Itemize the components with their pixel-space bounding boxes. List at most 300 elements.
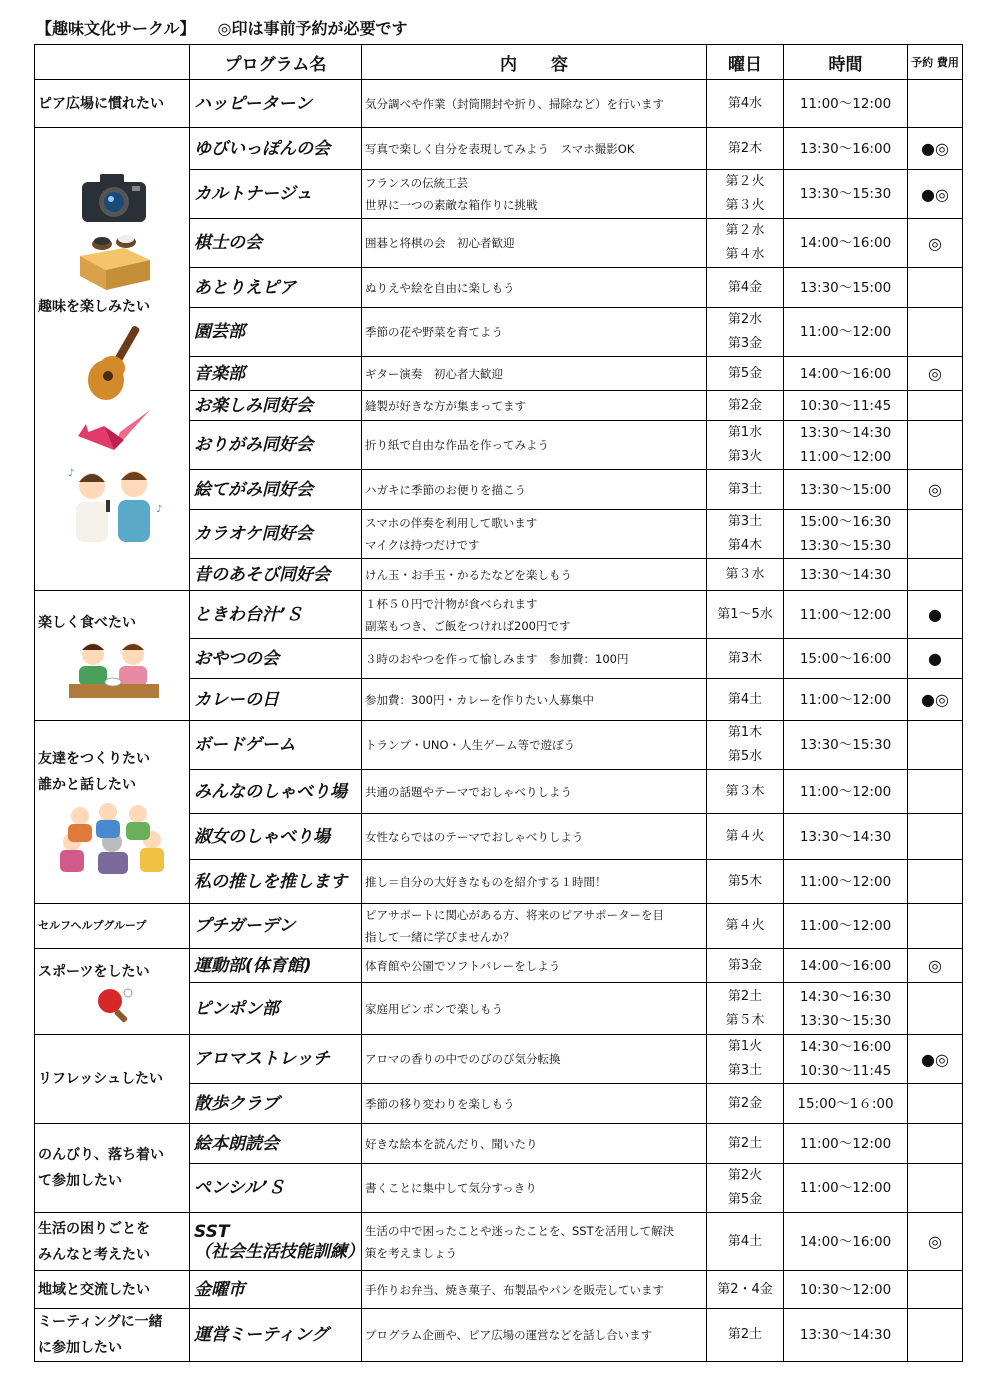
program-time bbox=[784, 591, 908, 639]
table-row bbox=[35, 1035, 963, 1084]
program-content bbox=[362, 814, 707, 860]
program-day-line: 第5金 bbox=[727, 365, 763, 381]
program-time bbox=[784, 1124, 908, 1164]
program-content bbox=[362, 949, 707, 983]
reservation-fee-mark: ◎ bbox=[908, 219, 963, 268]
program-content bbox=[362, 219, 707, 268]
category-cell bbox=[35, 1309, 190, 1362]
program-content bbox=[362, 770, 707, 814]
program-time bbox=[784, 904, 908, 949]
program-name bbox=[190, 1309, 362, 1362]
program-day bbox=[707, 308, 784, 357]
program-time-line: 11:00～12:00 bbox=[799, 918, 892, 934]
program-time bbox=[784, 391, 908, 421]
program-content-line: スマホの伴奏を利用して歌います bbox=[365, 516, 538, 530]
program-name bbox=[190, 1213, 362, 1271]
program-content-line: トランプ・UNO・人生ゲーム等で遊ぼう bbox=[365, 738, 576, 752]
program-time-line: 13:30～15:00 bbox=[799, 481, 892, 498]
program-day bbox=[707, 639, 784, 679]
category-cell bbox=[35, 1271, 190, 1309]
category-label bbox=[38, 913, 189, 939]
reservation-fee-mark bbox=[908, 904, 963, 949]
program-name-line: 絵てがみ同好会 bbox=[194, 479, 313, 500]
program-name bbox=[190, 1124, 362, 1164]
program-day bbox=[707, 721, 784, 770]
category-cell bbox=[35, 80, 190, 128]
category-label-line: セルフヘルプグループ bbox=[38, 919, 147, 932]
category-label bbox=[38, 959, 189, 985]
program-time-line: 11:00～12:00 bbox=[799, 1180, 892, 1196]
program-name bbox=[190, 1035, 362, 1084]
program-content bbox=[362, 170, 707, 219]
program-time-line: 14:00～16:00 bbox=[799, 957, 892, 974]
program-time-line: 14:00～16:00 bbox=[799, 365, 892, 382]
program-day bbox=[707, 357, 784, 391]
program-time bbox=[784, 357, 908, 391]
program-name-line: お楽しみ同好会 bbox=[194, 395, 313, 416]
program-time bbox=[784, 1035, 908, 1084]
program-day-line: 第2木 bbox=[727, 140, 763, 156]
program-time-line: 15:00～16:00 bbox=[799, 650, 892, 667]
program-content-line: ぬりえや絵を自由に楽しもう bbox=[365, 280, 515, 295]
program-content bbox=[362, 904, 707, 949]
karaoke-singers-icon bbox=[62, 462, 166, 548]
program-time bbox=[784, 268, 908, 308]
program-name-line: 絵本朗読会 bbox=[194, 1133, 279, 1154]
program-time bbox=[784, 1271, 908, 1309]
reservation-fee-mark: ◎ bbox=[908, 357, 963, 391]
program-content-line: 手作りお弁当、焼き菓子、布製品やパンを販売しています bbox=[365, 1282, 664, 1297]
program-content bbox=[362, 1084, 707, 1124]
program-name bbox=[190, 721, 362, 770]
program-name bbox=[190, 391, 362, 421]
category-label-line: ミーティングに一緒 bbox=[38, 1314, 163, 1330]
program-name-line: 音楽部 bbox=[194, 363, 245, 384]
program-content-line: 写真で楽しく自分を表現してみよう スマホ撮影OK bbox=[365, 141, 635, 156]
program-content bbox=[362, 80, 707, 128]
program-day bbox=[707, 470, 784, 510]
program-time bbox=[784, 860, 908, 904]
program-day-line: 第1～5水 bbox=[717, 606, 773, 622]
eating-people-icon bbox=[65, 636, 163, 702]
program-content bbox=[362, 421, 707, 470]
program-name-line: カラオケ同好会 bbox=[194, 524, 313, 544]
program-name-line: ボードゲーム bbox=[194, 735, 296, 755]
program-name bbox=[190, 949, 362, 983]
program-content-line: 気分調べや作業（封筒開封や折り、掃除など）を行います bbox=[365, 96, 664, 111]
program-content-line: 体育館や公園でソフトバレーをしよう bbox=[365, 958, 561, 973]
program-time-line: 10:30～11:45 bbox=[799, 397, 892, 414]
program-time-line: 13:30～15:30 bbox=[799, 186, 892, 202]
category-label-line: 誰かと話したい bbox=[38, 777, 136, 793]
reservation-fee-mark bbox=[908, 983, 963, 1035]
program-name-line: ときわ台汁’Ｓ bbox=[194, 604, 303, 625]
program-time-line: 11:00～12:00 bbox=[799, 691, 892, 708]
program-name bbox=[190, 80, 362, 128]
program-name-line: 棋士の会 bbox=[194, 233, 262, 253]
program-content bbox=[362, 1164, 707, 1213]
program-content-line: 推し＝自分の大好きなものを紹介する１時間！ bbox=[365, 874, 607, 889]
program-day bbox=[707, 1084, 784, 1124]
program-day-line: 第3木 bbox=[727, 650, 763, 666]
category-label-line: 生活の困りごとを bbox=[38, 1220, 150, 1237]
reservation-fee-mark bbox=[908, 80, 963, 128]
program-time bbox=[784, 770, 908, 814]
reservation-fee-mark bbox=[908, 308, 963, 357]
reservation-fee-mark: ● bbox=[908, 591, 963, 639]
program-name-line: おやつの会 bbox=[194, 648, 279, 669]
category-cell bbox=[35, 591, 190, 721]
category-label-line: ピア広場に慣れたい bbox=[38, 95, 164, 112]
reservation-fee-mark bbox=[908, 510, 963, 559]
program-day-line: 第2土 bbox=[727, 1327, 763, 1342]
program-content-line: 囲碁と将棋の会 初心者歓迎 bbox=[365, 236, 515, 250]
program-day-line: 第3土 bbox=[727, 481, 763, 497]
program-day-line: 第４火 bbox=[725, 918, 765, 933]
program-time bbox=[784, 219, 908, 268]
program-name bbox=[190, 983, 362, 1035]
reservation-fee-mark: ◎ bbox=[908, 949, 963, 983]
program-day bbox=[707, 268, 784, 308]
group-of-people-icon bbox=[58, 798, 170, 878]
program-time-line: 10:30～11:45 bbox=[799, 1063, 892, 1079]
program-content-line: フランスの伝統工芸 bbox=[365, 176, 469, 190]
program-content-line: マイクは持つだけです bbox=[365, 538, 480, 552]
program-content-line: 指して一緒に学びませんか？ bbox=[365, 930, 515, 944]
camera-icon bbox=[78, 170, 150, 226]
program-day-line: 第2・4金 bbox=[717, 1281, 773, 1297]
program-day-line: 第4土 bbox=[727, 1233, 763, 1249]
reservation-fee-mark bbox=[908, 1309, 963, 1362]
reservation-fee-mark: ●◎ bbox=[908, 128, 963, 170]
program-day-line: 第2火 bbox=[727, 1168, 763, 1183]
program-day bbox=[707, 860, 784, 904]
program-name bbox=[190, 170, 362, 219]
program-day bbox=[707, 1271, 784, 1309]
program-content bbox=[362, 591, 707, 639]
program-day-line: 第5水 bbox=[727, 749, 763, 764]
reservation-fee-mark bbox=[908, 1271, 963, 1309]
program-time-line: 13:30～15:30 bbox=[799, 538, 892, 554]
program-day bbox=[707, 80, 784, 128]
program-content-line: ピアサポートに関心がある方、将来のピアサポーターを目 bbox=[365, 908, 664, 922]
category-label-line: て参加したい bbox=[38, 1173, 122, 1189]
category-label-line: スポーツをしたい bbox=[38, 963, 150, 980]
program-time-line: 11:00～12:00 bbox=[799, 95, 892, 112]
reservation-fee-mark: ●◎ bbox=[908, 679, 963, 721]
program-time-line: 10:30～12:00 bbox=[799, 1281, 892, 1298]
program-day-line: 第3金 bbox=[727, 336, 763, 351]
program-day-line: 第1水 bbox=[727, 425, 763, 440]
program-time bbox=[784, 470, 908, 510]
program-name bbox=[190, 860, 362, 904]
program-content-line: 策を考えましょう bbox=[365, 1245, 457, 1260]
category-cell bbox=[35, 1124, 190, 1213]
program-name-line: みんなのしゃべり場 bbox=[194, 781, 347, 802]
program-time-line: 15:00～16:30 bbox=[799, 514, 892, 530]
reservation-fee-mark bbox=[908, 770, 963, 814]
category-label-line: のんびり、落ち着い bbox=[38, 1147, 164, 1163]
reservation-note: ◎印は事前予約が必要です bbox=[217, 19, 408, 38]
title-text: 【趣味文化サークル】 bbox=[36, 19, 196, 38]
program-name-line: カレーの日 bbox=[194, 689, 279, 710]
program-time bbox=[784, 510, 908, 559]
program-name-line: 運営ミーティング bbox=[194, 1325, 329, 1345]
program-content bbox=[362, 1309, 707, 1362]
program-day-line: 第２水 bbox=[725, 223, 765, 238]
program-name bbox=[190, 268, 362, 308]
page-title bbox=[36, 16, 408, 39]
program-time-line: 14:00～16:00 bbox=[799, 1233, 892, 1250]
program-content-line: 共通の話題やテーマでおしゃべりしよう bbox=[365, 784, 572, 799]
program-day-line: 第４火 bbox=[725, 828, 765, 844]
program-day bbox=[707, 983, 784, 1035]
program-content bbox=[362, 470, 707, 510]
table-row bbox=[35, 1309, 963, 1362]
program-time bbox=[784, 1164, 908, 1213]
program-time-line: 15:00～1６:00 bbox=[797, 1095, 894, 1112]
program-name bbox=[190, 559, 362, 591]
program-content bbox=[362, 679, 707, 721]
table-row bbox=[35, 1124, 963, 1164]
program-time bbox=[784, 421, 908, 470]
program-name bbox=[190, 421, 362, 470]
program-time bbox=[784, 814, 908, 860]
program-name bbox=[190, 128, 362, 170]
program-time bbox=[784, 1213, 908, 1271]
category-cell bbox=[35, 1213, 190, 1271]
program-content-line: 生活の中で困ったことや迷ったことを、SSTを活用して解決 bbox=[365, 1223, 675, 1238]
category-cell bbox=[35, 128, 190, 591]
category-label-line: みんなと考えたい bbox=[38, 1246, 150, 1263]
program-day bbox=[707, 1035, 784, 1084]
program-name bbox=[190, 510, 362, 559]
program-name-line: あとりえピア bbox=[194, 277, 296, 298]
program-name-line: ペンシル’Ｓ bbox=[194, 1178, 285, 1198]
header-day: 曜日 bbox=[707, 45, 784, 80]
program-content bbox=[362, 1124, 707, 1164]
category-label-line: リフレッシュしたい bbox=[38, 1071, 164, 1087]
program-content-line: 縫製が好きな方が集まってます bbox=[365, 398, 526, 413]
program-name-line: 昔のあそび同好会 bbox=[194, 564, 330, 585]
category-label bbox=[38, 294, 189, 320]
program-time-line: 13:30～15:30 bbox=[799, 1012, 892, 1029]
category-label bbox=[38, 1277, 189, 1303]
program-time-line: 13:30～16:00 bbox=[799, 140, 892, 157]
program-name bbox=[190, 770, 362, 814]
program-content bbox=[362, 559, 707, 591]
program-day-line: 第３火 bbox=[725, 198, 765, 213]
program-time-line: 11:00～12:00 bbox=[799, 324, 892, 340]
header-category bbox=[35, 45, 190, 80]
program-day bbox=[707, 1309, 784, 1362]
reservation-fee-mark: ●◎ bbox=[908, 1035, 963, 1084]
category-label bbox=[38, 1216, 189, 1268]
reservation-fee-mark: ◎ bbox=[908, 470, 963, 510]
program-content-line: けん玉・お手玉・かるたなどを楽しもう bbox=[365, 567, 572, 582]
program-time-line: 13:30～14:30 bbox=[799, 566, 892, 583]
program-content bbox=[362, 510, 707, 559]
program-time bbox=[784, 721, 908, 770]
program-content bbox=[362, 1213, 707, 1271]
program-name-line: ハッピーターン bbox=[194, 93, 312, 114]
program-day bbox=[707, 679, 784, 721]
guitar-icon bbox=[82, 320, 146, 406]
program-name bbox=[190, 814, 362, 860]
program-content-line: 世界に一つの素敵な箱作りに挑戦 bbox=[365, 198, 538, 212]
category-label bbox=[38, 1142, 189, 1194]
program-content-line: 書くことに集中して気分すっきり bbox=[365, 1181, 537, 1195]
program-time-line: 11:00～12:00 bbox=[799, 449, 892, 465]
program-day bbox=[707, 559, 784, 591]
program-content-line: 好きな絵本を読んだり、聞いたり bbox=[365, 1136, 538, 1151]
program-name bbox=[190, 591, 362, 639]
program-content-line: 季節の花や野菜を育てよう bbox=[365, 325, 503, 339]
program-content-line: ハガキに季節のお便りを描こう bbox=[365, 482, 526, 497]
program-content bbox=[362, 1271, 707, 1309]
program-time bbox=[784, 949, 908, 983]
reservation-fee-mark bbox=[908, 1084, 963, 1124]
origami-crane-icon bbox=[74, 406, 154, 462]
program-name-line: おりがみ同好会 bbox=[194, 435, 313, 455]
program-content bbox=[362, 391, 707, 421]
program-time-line: 14:30～16:00 bbox=[799, 1039, 892, 1055]
svg-text:♪: ♪ bbox=[67, 468, 74, 479]
table-row bbox=[35, 949, 963, 983]
program-content bbox=[362, 1035, 707, 1084]
category-cell bbox=[35, 949, 190, 1035]
program-name bbox=[190, 679, 362, 721]
category-cell bbox=[35, 721, 190, 904]
table-row bbox=[35, 1213, 963, 1271]
svg-text:♪: ♪ bbox=[155, 504, 162, 515]
program-name-line: プチガーデン bbox=[194, 916, 296, 936]
program-content-line: 季節の移り変わりを楽しもう bbox=[365, 1096, 515, 1111]
program-time bbox=[784, 128, 908, 170]
program-content-line: 折り紙で自由な作品を作ってみよう bbox=[365, 438, 549, 452]
program-name-line: 淑女のしゃべり場 bbox=[194, 826, 330, 847]
program-day bbox=[707, 904, 784, 949]
reservation-fee-mark bbox=[908, 860, 963, 904]
program-content bbox=[362, 308, 707, 357]
header-program: プログラム名 bbox=[190, 45, 362, 80]
table-row bbox=[35, 128, 963, 170]
program-day-line: 第3金 bbox=[727, 957, 763, 973]
program-content-line: ギター演奏 初心者大歓迎 bbox=[365, 366, 503, 381]
program-day bbox=[707, 1124, 784, 1164]
program-content bbox=[362, 357, 707, 391]
program-day bbox=[707, 591, 784, 639]
reservation-fee-mark: ● bbox=[908, 639, 963, 679]
table-row bbox=[35, 80, 963, 128]
program-content-line: 女性ならではのテーマでおしゃべりしよう bbox=[365, 829, 584, 844]
ping-pong-paddle-icon bbox=[94, 985, 134, 1025]
program-content-line: 副菜もつき、ご飯をつければ200円です bbox=[365, 618, 571, 633]
program-day-line: 第2金 bbox=[727, 397, 763, 413]
program-day bbox=[707, 421, 784, 470]
program-day-line: 第2土 bbox=[727, 988, 763, 1004]
reservation-fee-mark bbox=[908, 559, 963, 591]
program-name bbox=[190, 308, 362, 357]
header-row bbox=[35, 45, 963, 80]
program-content-line: 家庭用ピンポンで楽しもう bbox=[365, 1001, 503, 1016]
program-name-line: 園芸部 bbox=[194, 322, 245, 342]
category-label-line: 楽しく食べたい bbox=[38, 614, 136, 631]
program-name-line: アロマストレッチ bbox=[194, 1049, 330, 1069]
program-day bbox=[707, 219, 784, 268]
program-content bbox=[362, 860, 707, 904]
reservation-fee-mark bbox=[908, 421, 963, 470]
category-label-line: 趣味を楽しみたい bbox=[38, 299, 150, 315]
go-board-icon bbox=[74, 226, 154, 294]
program-time bbox=[784, 679, 908, 721]
program-day bbox=[707, 170, 784, 219]
program-day bbox=[707, 814, 784, 860]
table-row bbox=[35, 591, 963, 639]
program-content bbox=[362, 268, 707, 308]
program-name bbox=[190, 1271, 362, 1309]
reservation-fee-mark bbox=[908, 268, 963, 308]
program-content bbox=[362, 721, 707, 770]
reservation-fee-mark bbox=[908, 391, 963, 421]
category-label bbox=[38, 746, 189, 798]
program-day-line: 第3土 bbox=[727, 514, 763, 529]
program-day-line: 第2金 bbox=[727, 1095, 763, 1111]
program-time bbox=[784, 559, 908, 591]
category-label bbox=[38, 1309, 189, 1361]
table-row bbox=[35, 721, 963, 770]
table-row bbox=[35, 1271, 963, 1309]
program-day-line: 第３水 bbox=[725, 566, 765, 582]
program-content bbox=[362, 983, 707, 1035]
reservation-fee-mark bbox=[908, 1124, 963, 1164]
program-time bbox=[784, 983, 908, 1035]
category-label-line: 友達をつくりたい bbox=[38, 751, 150, 767]
reservation-fee-mark bbox=[908, 814, 963, 860]
program-time bbox=[784, 170, 908, 219]
program-day-line: 第1火 bbox=[727, 1039, 763, 1054]
program-time bbox=[784, 1309, 908, 1362]
program-name bbox=[190, 639, 362, 679]
program-time bbox=[784, 80, 908, 128]
program-name bbox=[190, 1084, 362, 1124]
reservation-fee-mark: ●◎ bbox=[908, 170, 963, 219]
program-content bbox=[362, 639, 707, 679]
category-cell bbox=[35, 904, 190, 949]
program-day-line: 第２火 bbox=[725, 174, 765, 189]
program-day-line: 第3土 bbox=[727, 1063, 763, 1078]
program-day bbox=[707, 949, 784, 983]
reservation-fee-mark bbox=[908, 721, 963, 770]
program-time bbox=[784, 1084, 908, 1124]
category-label bbox=[38, 1066, 189, 1092]
program-table bbox=[34, 44, 963, 1362]
program-time-line: 13:30～14:30 bbox=[799, 1327, 892, 1343]
program-time-line: 11:00～12:00 bbox=[799, 606, 892, 623]
program-name-line: SST bbox=[194, 1221, 230, 1242]
program-day-line: 第4金 bbox=[727, 279, 763, 295]
program-name-line: 金曜市 bbox=[194, 1279, 245, 1300]
program-time-line: 13:30～14:30 bbox=[799, 828, 892, 845]
program-day-line: 第5木 bbox=[727, 873, 763, 889]
program-day-line: 第5金 bbox=[727, 1192, 763, 1207]
header-time: 時間 bbox=[784, 45, 908, 80]
program-content-line: プログラム企画や、ピア広場の運営などを話し合います bbox=[365, 1328, 653, 1342]
program-day bbox=[707, 770, 784, 814]
program-name bbox=[190, 219, 362, 268]
program-day-line: 第３木 bbox=[725, 783, 765, 799]
program-name-line: （社会生活技能訓練） bbox=[194, 1241, 364, 1262]
